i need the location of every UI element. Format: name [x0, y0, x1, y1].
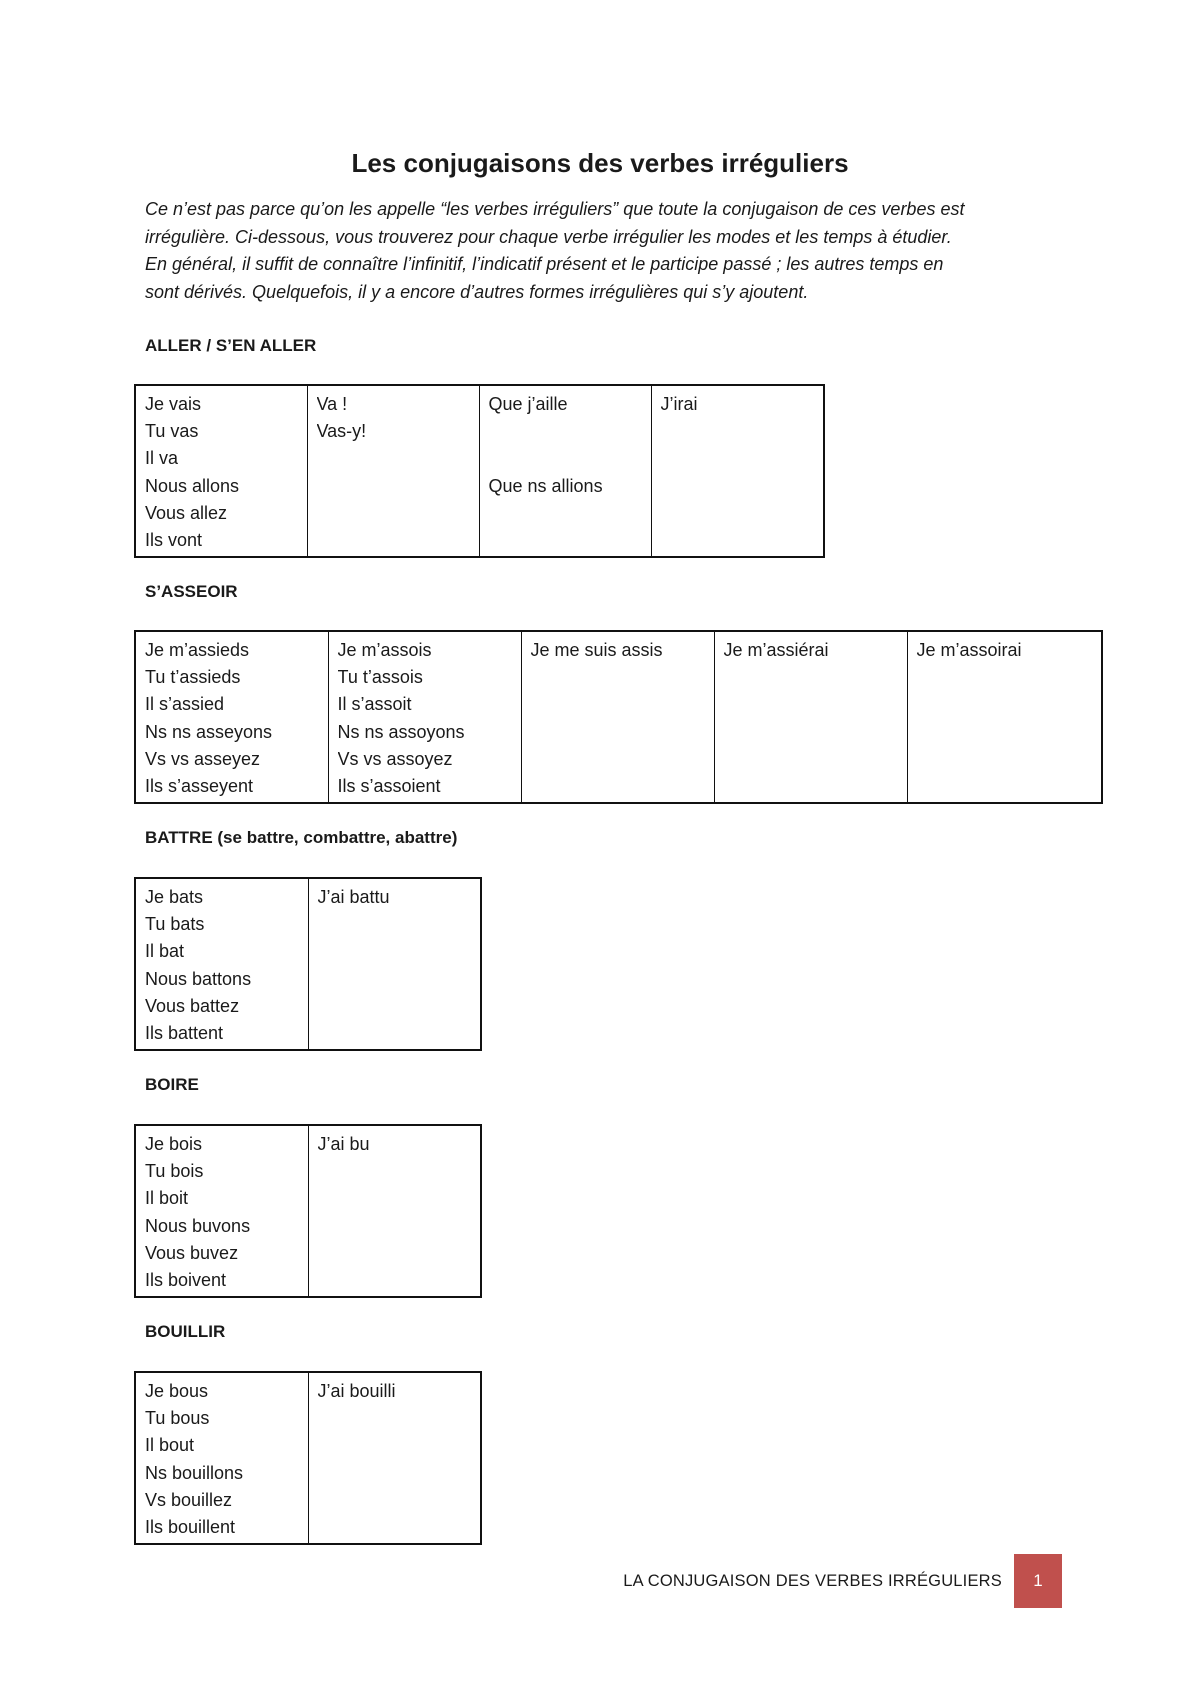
- section-heading-asseoir: S’ASSEOIR: [145, 582, 238, 601]
- conjugation-form: [318, 1487, 472, 1514]
- conjugation-form: [318, 1240, 472, 1267]
- conjugation-form: Tu bous: [145, 1408, 210, 1429]
- conjugation-form: Je m’assieds: [145, 640, 250, 660]
- conjugation-form: [318, 1432, 472, 1459]
- table-cell: [521, 631, 714, 803]
- conjugation-form: [724, 664, 898, 691]
- conjugation-form: Je bats: [145, 887, 204, 907]
- table-cell: [135, 1372, 308, 1544]
- conjugation-form: Il va: [145, 448, 179, 469]
- conjugation-form: [531, 691, 705, 718]
- conjugation-form: [318, 1405, 472, 1432]
- conjugation-form: [724, 691, 898, 718]
- conjugation-form: Ils bouillent: [145, 1516, 236, 1537]
- table-row: [135, 878, 481, 1050]
- conjugation-form: Je vais: [145, 394, 202, 414]
- conjugation-form: [724, 773, 898, 800]
- intro-line: En général, il suffit de connaître l’infinitif, l’indicatif présent et le participe passé ; les autres temps en: [145, 254, 944, 274]
- conjugation-form: Nous allons: [145, 475, 240, 496]
- section-heading-boire: BOIRE: [145, 1075, 199, 1094]
- conjugation-form: [489, 527, 642, 554]
- conjugation-form: J’ai battu: [317, 887, 390, 907]
- conjugation-form: [661, 445, 815, 472]
- conjugation-form: [489, 500, 642, 527]
- conjugation-form: [489, 418, 642, 445]
- conjugation-form: [317, 500, 470, 527]
- conjugation-form: [531, 773, 705, 800]
- conjugation-form: [917, 691, 1093, 718]
- conjugation-form: [318, 1514, 472, 1541]
- conjugation-form: Tu t’assois: [337, 667, 423, 688]
- conjugation-form: [318, 1213, 472, 1240]
- footer-title: LA CONJUGAISON DES VERBES IRRÉGULIERS: [623, 1572, 1002, 1590]
- conjugation-form: Vs vs assoyez: [337, 748, 453, 769]
- conjugation-form: [661, 500, 815, 527]
- conjugation-form: Que ns allions: [488, 475, 603, 496]
- conjugation-form: Que j’aille: [488, 394, 568, 414]
- table-cell: [308, 1372, 481, 1544]
- page-number-badge: 1: [1014, 1554, 1062, 1608]
- conjugation-form: [661, 418, 815, 445]
- conjugation-form: [531, 746, 705, 773]
- conjugation-form: [724, 746, 898, 773]
- conjugation-form: Tu bats: [145, 914, 205, 935]
- conjugation-form: [318, 1460, 472, 1487]
- conjugation-table-battre: [134, 877, 482, 1051]
- section-heading-battre: BATTRE (se battre, combattre, abattre): [145, 828, 458, 847]
- intro-line: irrégulière. Ci-dessous, vous trouverez pour chaque verbe irrégulier les modes et les temps à étudier.: [145, 226, 952, 247]
- conjugation-form: J’ai bouilli: [317, 1381, 396, 1401]
- conjugation-form: Je bous: [145, 1381, 209, 1401]
- conjugation-form: Vas-y!: [316, 421, 367, 442]
- conjugation-form: [318, 938, 472, 965]
- table-row: [135, 1372, 481, 1544]
- conjugation-table-bouillir: [134, 1371, 482, 1545]
- conjugation-form: Ns ns asseyons: [145, 721, 273, 742]
- intro-paragraph: [145, 196, 1075, 306]
- conjugation-form: Ns ns assoyons: [337, 721, 465, 742]
- conjugation-form: [318, 911, 472, 938]
- conjugation-form: [661, 527, 815, 554]
- conjugation-form: [318, 993, 472, 1020]
- conjugation-form: Vous buvez: [145, 1242, 239, 1263]
- conjugation-form: Je m’assoirai: [916, 640, 1022, 660]
- table-cell: [135, 878, 308, 1050]
- conjugation-form: Ils s’assoient: [337, 775, 441, 796]
- conjugation-form: [531, 719, 705, 746]
- conjugation-form: [917, 719, 1093, 746]
- conjugation-form: Vs vs asseyez: [145, 748, 261, 769]
- intro-line: sont dérivés. Quelquefois, il y a encore d’autres formes irrégulières qui s’y ajoutent.: [145, 281, 809, 302]
- conjugation-form: [318, 1267, 472, 1294]
- conjugation-form: [917, 664, 1093, 691]
- conjugation-form: Vous battez: [145, 995, 240, 1016]
- table-cell: [308, 878, 481, 1050]
- conjugation-form: Tu t’assieds: [145, 667, 241, 688]
- table-cell: [907, 631, 1102, 803]
- conjugation-form: Il bout: [145, 1435, 195, 1456]
- conjugation-form: [317, 527, 470, 554]
- table-cell: [479, 385, 651, 557]
- conjugation-form: Ils battent: [145, 1022, 224, 1043]
- table-row: [135, 385, 824, 557]
- conjugation-form: [317, 473, 470, 500]
- table-row: [135, 631, 1102, 803]
- conjugation-form: [917, 746, 1093, 773]
- conjugation-form: Ils vont: [145, 529, 203, 550]
- conjugation-form: Nous battons: [145, 968, 252, 989]
- conjugation-form: Nous buvons: [145, 1215, 251, 1236]
- conjugation-table-boire: [134, 1124, 482, 1298]
- conjugation-form: Je bois: [145, 1134, 203, 1154]
- conjugation-form: Tu bois: [145, 1161, 204, 1182]
- table-cell: [714, 631, 907, 803]
- section-heading-bouillir: BOUILLIR: [145, 1322, 226, 1341]
- table-cell: [307, 385, 479, 557]
- conjugation-form: [724, 719, 898, 746]
- table-cell: [135, 1125, 308, 1297]
- conjugation-form: [661, 473, 815, 500]
- conjugation-form: Il s’assoit: [337, 694, 412, 715]
- conjugation-form: [318, 1185, 472, 1212]
- table-cell: [651, 385, 824, 557]
- conjugation-form: [489, 445, 642, 472]
- table-cell: [135, 385, 307, 557]
- table-cell: [308, 1125, 481, 1297]
- conjugation-form: [318, 966, 472, 993]
- conjugation-form: Va !: [316, 394, 348, 414]
- conjugation-form: Je m’assois: [337, 640, 432, 660]
- conjugation-form: Je m’assiérai: [723, 640, 829, 660]
- conjugation-form: Il boit: [145, 1188, 189, 1209]
- table-row: [135, 1125, 481, 1297]
- page-title: Les conjugaisons des verbes irréguliers: [351, 148, 849, 178]
- conjugation-form: [917, 773, 1093, 800]
- table-cell: [328, 631, 521, 803]
- conjugation-table-aller: [134, 384, 825, 558]
- conjugation-form: Vs bouillez: [145, 1489, 233, 1510]
- conjugation-form: Ils boivent: [145, 1269, 227, 1290]
- intro-line: Ce n’est pas parce qu’on les appelle “les verbes irréguliers” que toute la conjugaison de ces verbes est: [145, 199, 965, 219]
- conjugation-form: Vous allez: [145, 502, 228, 523]
- conjugation-form: Il s’assied: [145, 694, 225, 715]
- conjugation-form: Tu vas: [145, 421, 199, 442]
- conjugation-form: J’ai bu: [317, 1134, 370, 1154]
- table-cell: [135, 631, 328, 803]
- conjugation-form: [318, 1158, 472, 1185]
- conjugation-form: Ils s’asseyent: [145, 775, 254, 796]
- conjugation-form: [531, 664, 705, 691]
- conjugation-form: Je me suis assis: [530, 640, 663, 660]
- section-heading-aller: ALLER / S’EN ALLER: [145, 336, 317, 355]
- conjugation-form: [318, 1020, 472, 1047]
- conjugation-table-asseoir: [134, 630, 1103, 804]
- conjugation-form: [317, 445, 470, 472]
- conjugation-form: Il bat: [145, 941, 185, 962]
- conjugation-form: J’irai: [660, 394, 698, 414]
- conjugation-form: Ns bouillons: [145, 1462, 244, 1483]
